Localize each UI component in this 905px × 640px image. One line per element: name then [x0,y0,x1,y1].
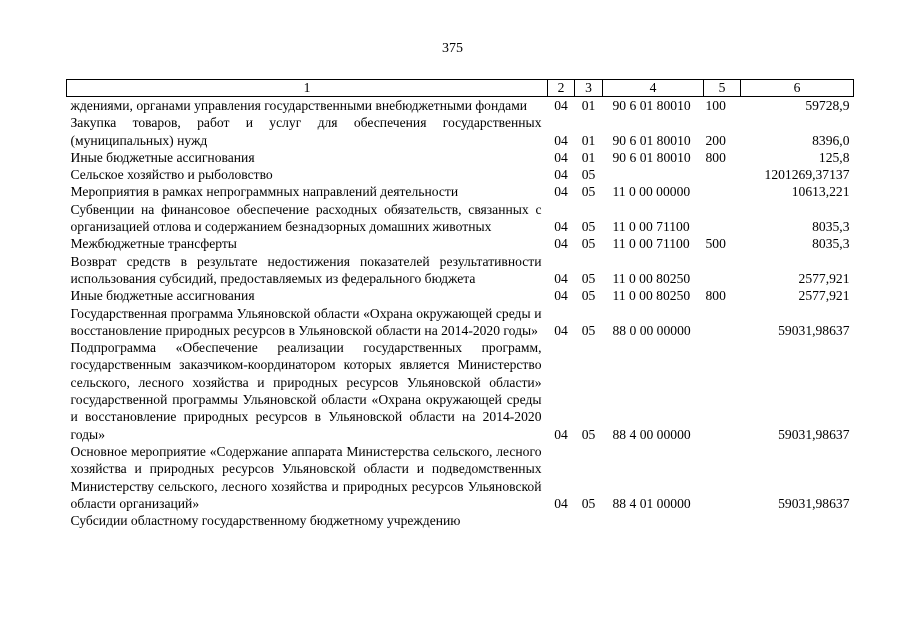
row-section-code [548,512,575,529]
row-section-code: 04 [554,322,568,338]
table-row [67,305,854,340]
row-amount: 59031,98637 [778,322,850,338]
table-row [67,149,854,166]
row-section-code: 04 [554,495,568,511]
row-subsection-code: 01 [581,132,596,148]
row-amount: 125,8 [818,149,850,165]
row-subsection-code: 05 [581,426,596,442]
row-expense-type: 200 [705,132,726,148]
row-expense-type: 100 [705,98,726,113]
row-target-article: 90 6 01 80010 [612,149,691,165]
row-name: Основное мероприятие «Содержание аппарата Министерства сельского, лесного хозяйства и природных ресурсов Ульяновской области и подведомственных Министерству сельского, лесного хозяйства и природных ресурсов Ульяновской области организаций» [70,443,542,511]
table-row [67,235,854,252]
row-expense-type [704,305,741,340]
row-amount: 59728,9 [805,98,850,113]
row-subsection-code: 05 [581,184,596,200]
row-target-article: 11 0 00 80250 [612,288,691,304]
row-expense-type [704,443,741,512]
row-section-code: 04 [554,184,568,200]
table-row [67,253,854,288]
table-row [67,166,854,183]
row-subsection-code: 01 [581,98,596,113]
row-expense-type: 800 [705,149,726,165]
row-amount: 1201269,37137 [764,167,850,183]
table-row [67,339,854,443]
row-amount: 2577,921 [798,270,850,286]
table-row [67,512,854,529]
row-subsection-code: 05 [581,288,596,304]
row-section-code: 04 [554,98,568,113]
row-amount: 8035,3 [812,236,850,252]
row-name: Субвенции на финансовое обеспечение расходных обязательств, связанных с организацией отлова и содержанием безнадзорных домашних животных [70,201,542,235]
row-name: Межбюджетные трансферты [70,236,237,252]
row-expense-type [704,253,741,288]
row-name: Иные бюджетные ассигнования [70,288,255,304]
table-row [67,97,854,115]
row-section-code: 04 [554,132,568,148]
row-amount: 59031,98637 [778,495,850,511]
row-subsection-code: 05 [581,270,596,286]
row-target-article [603,166,704,183]
table-row [67,443,854,512]
row-section-code: 04 [554,167,568,183]
row-expense-type [704,166,741,183]
row-name: Сельское хозяйство и рыболовство [70,167,273,183]
row-subsection-code [575,512,603,529]
header-col-4: 4 [603,80,704,97]
table-row [67,201,854,236]
row-target-article: 90 6 01 80010 [612,132,691,148]
header-col-5: 5 [704,80,741,97]
table-row [67,183,854,200]
table-body [67,97,854,530]
header-col-2: 2 [548,80,575,97]
row-section-code: 04 [554,288,568,304]
row-target-article [603,512,704,529]
row-subsection-code: 05 [581,495,596,511]
row-expense-type [704,183,741,200]
row-name: Возврат средств в результате недостижения показателей результативности использования субсидий, предоставляемых из федерального бюджета [70,253,542,286]
row-expense-type [704,339,741,443]
row-subsection-code: 05 [581,167,596,183]
table-row [67,287,854,304]
row-name: ждениями, органами управления государственными внебюджетными фондами [70,98,528,113]
header-col-6: 6 [741,80,854,97]
row-expense-type [704,512,741,529]
header-col-1: 1 [67,80,548,97]
row-name: Подпрограмма «Обеспечение реализации государственных программ, государственным заказчиком-координатором которых является Министерство сельского, лесного хозяйства и природных ресурсов Ульяновской области» государственной программы Ульяновской области «Охрана окружающей среды и восстановление природных ресурсов в Ульяновской области на 2014-2020 годы» [70,340,542,442]
row-target-article: 11 0 00 71100 [612,219,690,235]
table-row [67,114,854,149]
row-section-code: 04 [554,236,568,252]
row-amount: 10613,221 [791,184,850,200]
row-name: Субсидии областному государственному бюджетному учреждению [70,513,461,529]
row-target-article: 88 4 00 00000 [612,426,691,442]
budget-table [66,79,854,529]
row-target-article: 11 0 00 00000 [612,184,691,200]
row-subsection-code: 01 [581,149,596,165]
row-target-article: 11 0 00 71100 [612,236,690,252]
row-name: Мероприятия в рамках непрограммных направлений деятельности [70,184,459,200]
row-name: Иные бюджетные ассигнования [70,149,255,165]
row-section-code: 04 [554,219,568,235]
row-name: Закупка товаров, работ и услуг для обеспечения государственных (муниципальных) нужд [70,115,542,148]
row-target-article: 11 0 00 80250 [612,270,691,286]
row-expense-type [704,201,741,236]
row-amount: 59031,98637 [778,426,850,442]
row-amount: 8396,0 [812,132,850,148]
row-amount: 2577,921 [798,288,850,304]
row-target-article: 88 4 01 00000 [612,495,691,511]
table-header [67,80,854,97]
row-section-code: 04 [554,149,568,165]
row-amount: 8035,3 [812,219,850,235]
row-target-article: 90 6 01 80010 [612,98,691,113]
row-subsection-code: 05 [581,236,596,252]
row-section-code: 04 [554,270,568,286]
row-expense-type: 800 [705,288,726,304]
row-name: Государственная программа Ульяновской области «Охрана окружающей среды и восстановление природных ресурсов в Ульяновской области на 2014-2020 годы» [70,305,542,338]
row-expense-type: 500 [705,236,726,252]
row-amount [741,512,854,529]
row-target-article: 88 0 00 00000 [612,322,691,338]
row-subsection-code: 05 [581,219,596,235]
header-col-3: 3 [575,80,603,97]
page-number: 375 [442,41,463,56]
row-section-code: 04 [554,426,568,442]
row-subsection-code: 05 [581,322,596,338]
